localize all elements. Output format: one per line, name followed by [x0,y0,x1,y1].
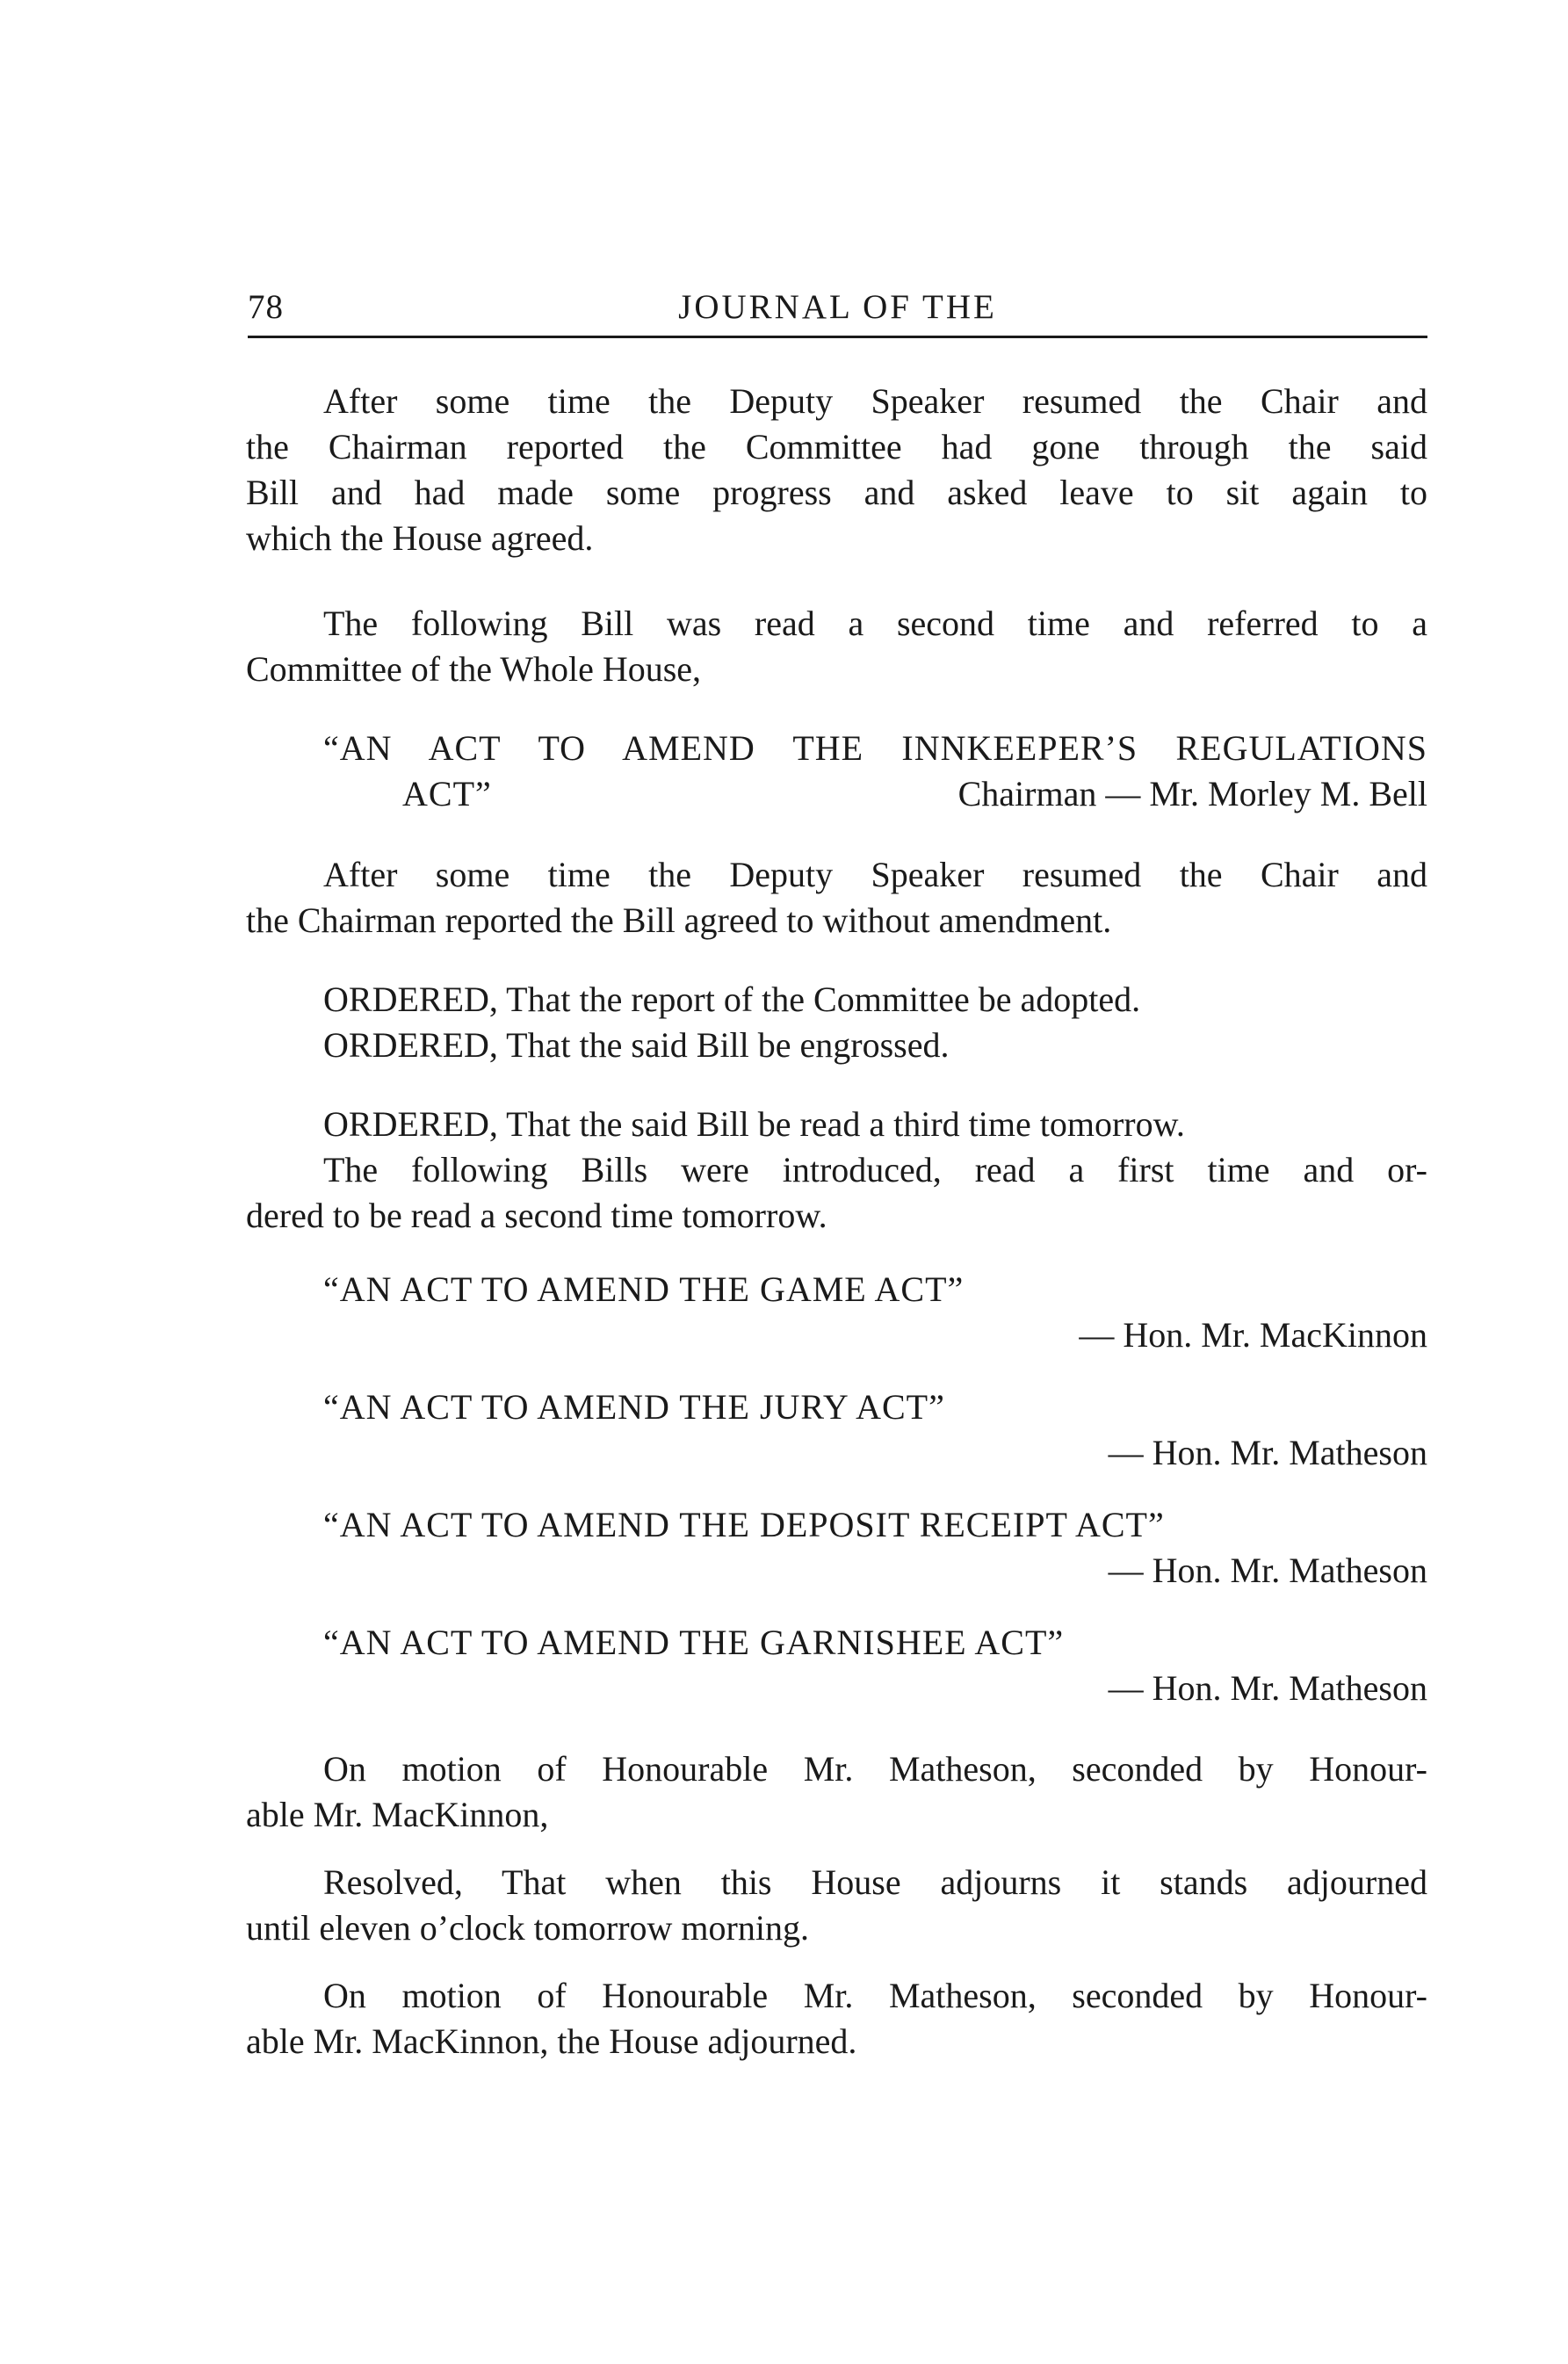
bill-game-act-title: “AN ACT TO AMEND THE GAME ACT” [323,1269,965,1309]
motion-2-line-2: able Mr. MacKinnon, the House adjourned. [246,2021,857,2061]
bills-introduced-intro-line-1: The following Bills were introduced, read a first time and or- [323,1150,1427,1189]
bill-deposit-receipt-act-title: “AN ACT TO AMEND THE DEPOSIT RECEIPT ACT” [323,1505,1165,1544]
paragraph-2-line-1: The following Bill was read a second time and referred to a [323,604,1427,643]
resolved-line-2: until eleven o’clock tomorrow morning. [246,1908,809,1948]
bill-innkeepers-chairman: Chairman — Mr. Morley M. Bell [957,774,1427,813]
bill-garnishee-act-title: “AN ACT TO AMEND THE GARNISHEE ACT” [323,1623,1065,1662]
bills-introduced-intro-line-2: dered to be read a second time tomorrow. [246,1196,827,1235]
motion-1-line-1: On motion of Honourable Mr. Matheson, seconded by Honour- [323,1749,1427,1789]
paragraph-1-line-2: the Chairman reported the Committee had gone through the said [246,427,1427,466]
motion-1-line-2: able Mr. MacKinnon, [246,1795,549,1834]
paragraph-1-line-3: Bill and had made some progress and asked leave to sit again to [246,473,1427,512]
bill-jury-act-sponsor: — Hon. Mr. Matheson [1108,1433,1427,1472]
paragraph-1-line-1: After some time the Deputy Speaker resumed the Chair and [323,381,1427,421]
paragraph-2-line-2: Committee of the Whole House, [246,649,702,689]
bill-game-act-sponsor: — Hon. Mr. MacKinnon [1079,1315,1427,1355]
resolved-line-1: Resolved, That when this House adjourns it stands adjourned [323,1862,1427,1902]
paragraph-1-line-4: which the House agreed. [246,518,594,558]
page-header [248,283,1427,338]
bill-innkeepers-title-line-2: ACT” [402,774,492,813]
order-report-adopted: ORDERED, That the report of the Committee be adopted. [323,980,1141,1019]
bill-jury-act-title: “AN ACT TO AMEND THE JURY ACT” [323,1387,945,1427]
paragraph-3-line-2: the Chairman reported the Bill agreed to without amendment. [246,900,1112,940]
bill-deposit-receipt-act-sponsor: — Hon. Mr. Matheson [1108,1551,1427,1590]
running-head: JOURNAL OF THE [678,288,997,326]
order-third-reading: ORDERED, That the said Bill be read a third time tomorrow. [323,1104,1185,1144]
bill-garnishee-act-sponsor: — Hon. Mr. Matheson [1108,1668,1427,1708]
order-bill-engrossed: ORDERED, That the said Bill be engrossed. [323,1025,950,1065]
paragraph-3-line-1: After some time the Deputy Speaker resumed the Chair and [323,855,1427,894]
motion-2-line-1: On motion of Honourable Mr. Matheson, seconded by Honour- [323,1976,1427,2015]
page-number: 78 [248,288,284,326]
bill-innkeepers-title-line-1: “AN ACT TO AMEND THE INNKEEPER’S REGULATIONS [323,728,1427,768]
